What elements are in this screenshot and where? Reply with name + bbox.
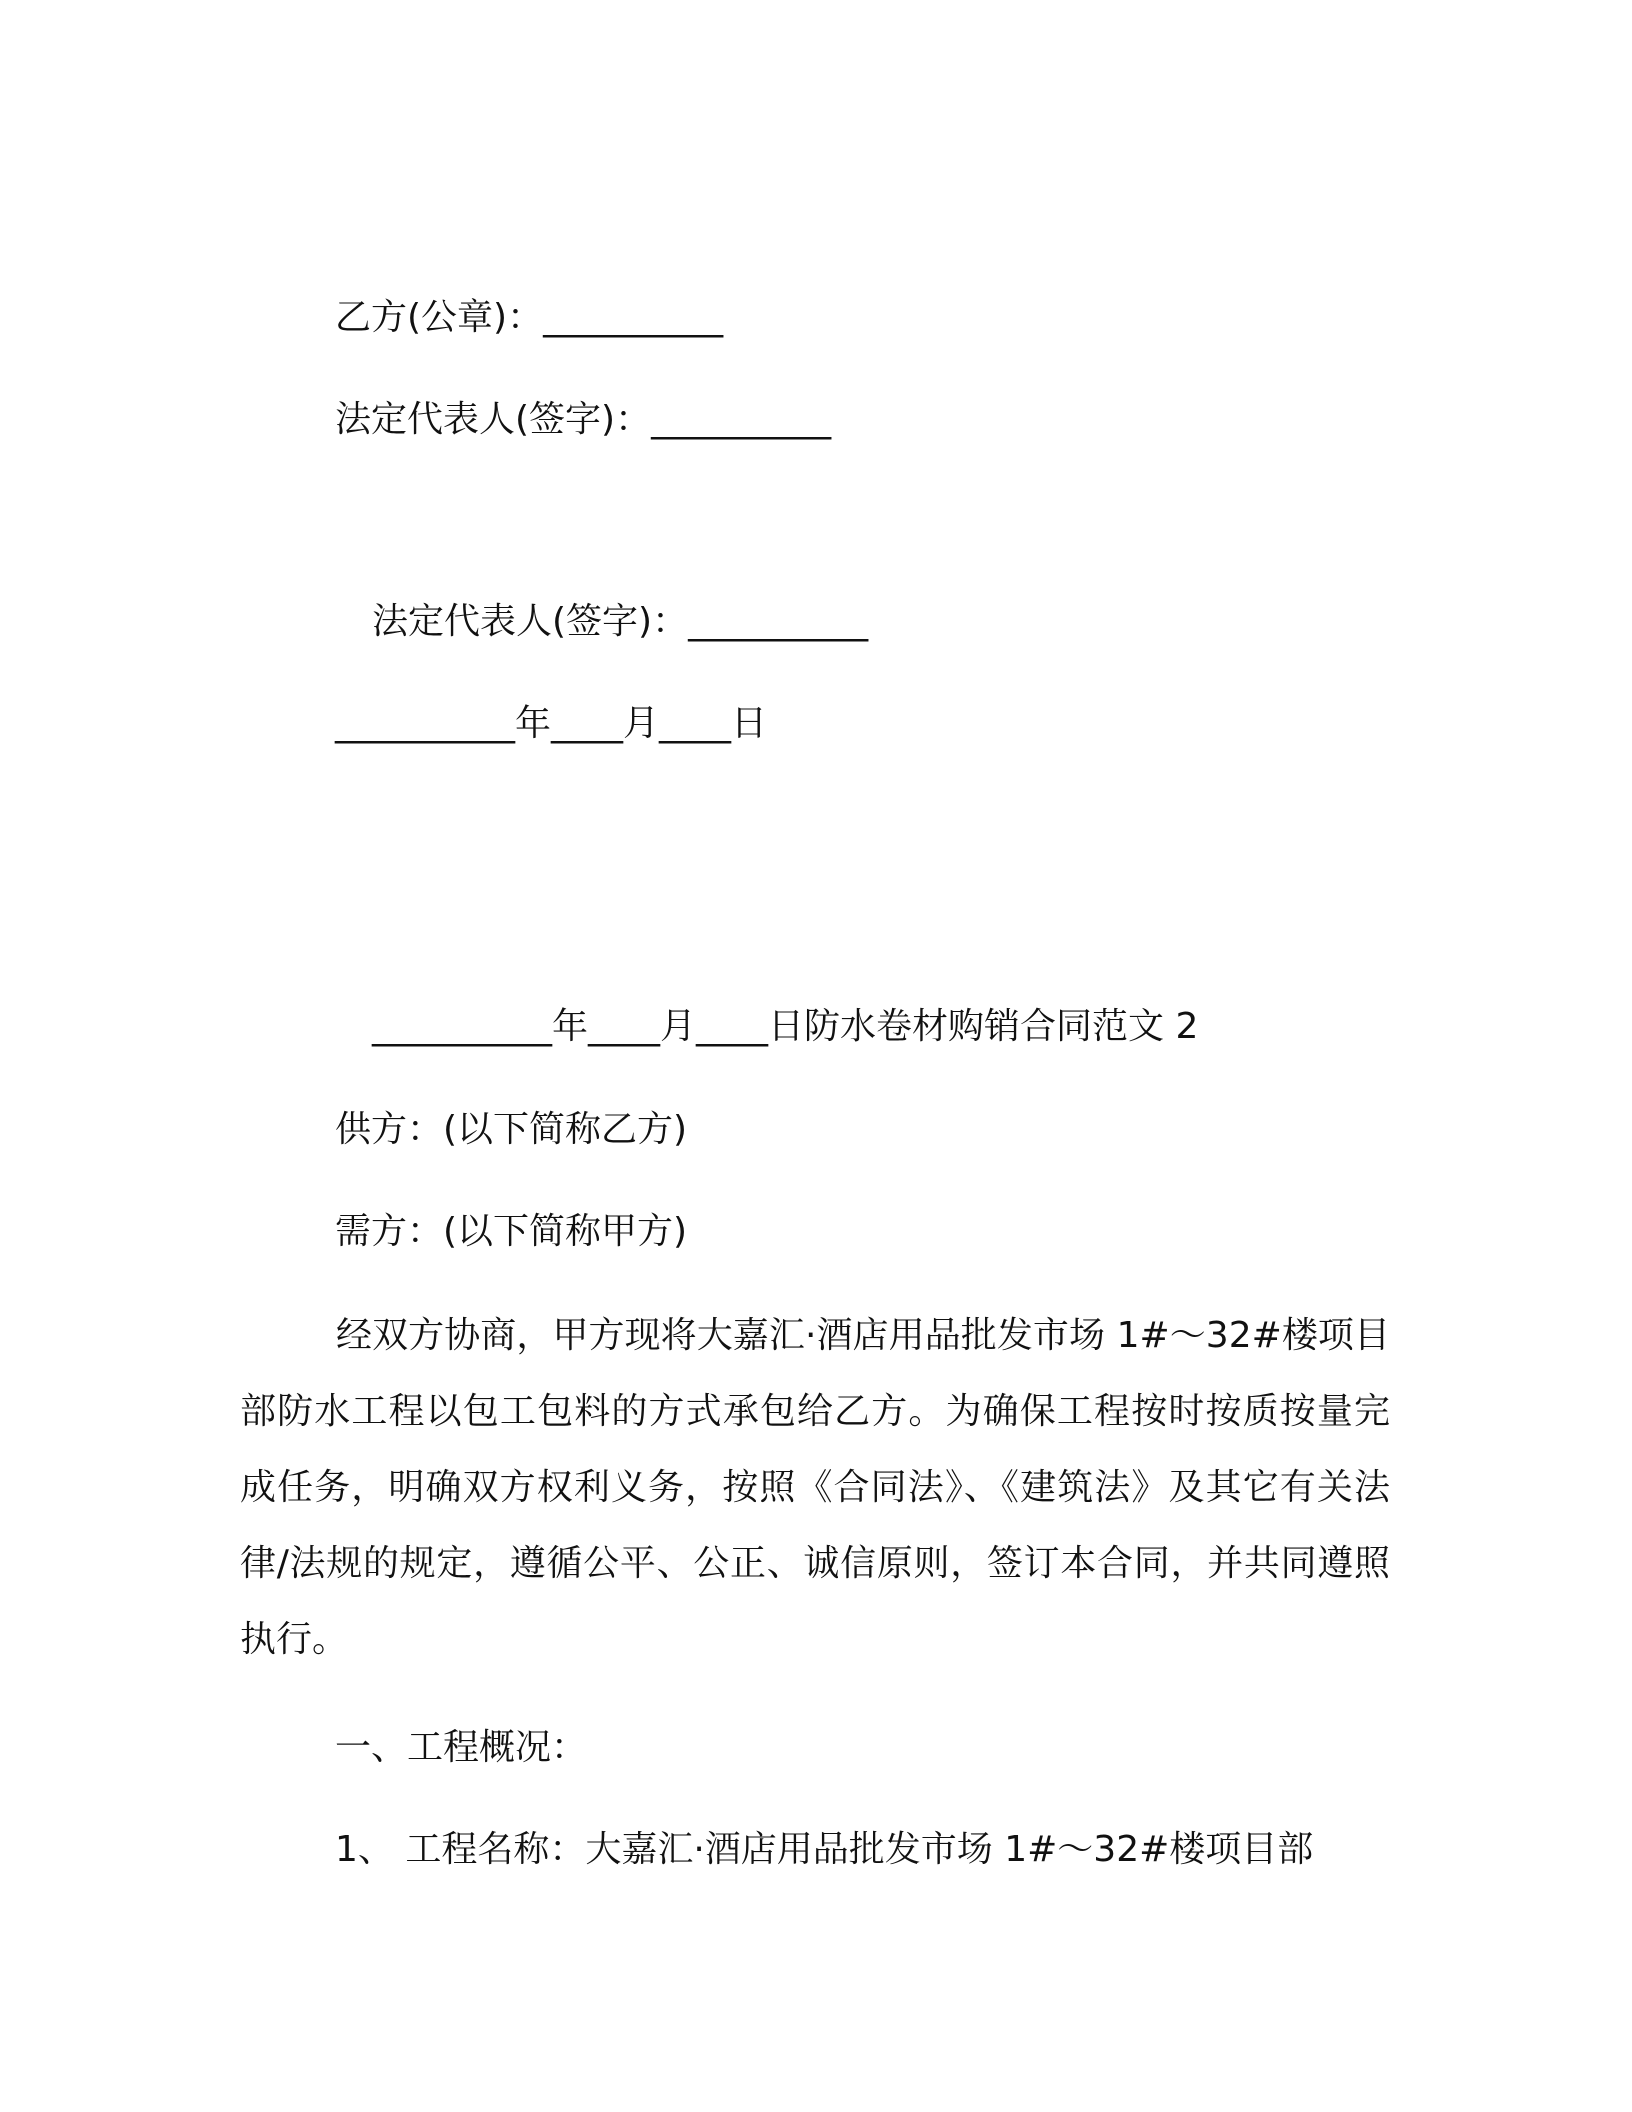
contract-title: __________年____月____日防水卷材购销合同范文 2	[372, 1006, 1199, 1047]
signature-date-line: __________年____月____日	[335, 703, 767, 744]
party-b-seal-line: 乙方(公章)：__________	[335, 297, 724, 338]
intro-paragraph: 经双方协商，甲方现将大嘉汇·酒店用品批发市场 1#～32#楼项目部防水工程以包工包料的方式承包给乙方。为确保工程按时按质按量完成任务，明确双方权利义务，按照《合同法》、《建筑法》及其它有关法律/法规的规定，遵循公平、公正、诚信原则，签订本合同，并共同遵照执行。	[240, 1315, 1390, 1660]
project-name-item: 1、 工程名称：大嘉汇·酒店用品批发市场 1#～32#楼项目部	[335, 1829, 1314, 1870]
section-heading-project-overview: 一、工程概况：	[335, 1727, 588, 1768]
legal-representative-signature-line-2: 法定代表人(签字)：__________	[372, 601, 869, 642]
buyer-line: 需方：(以下简称甲方)	[335, 1211, 688, 1252]
supplier-line: 供方：(以下简称乙方)	[335, 1109, 688, 1150]
legal-representative-signature-line: 法定代表人(签字)：__________	[335, 399, 832, 440]
